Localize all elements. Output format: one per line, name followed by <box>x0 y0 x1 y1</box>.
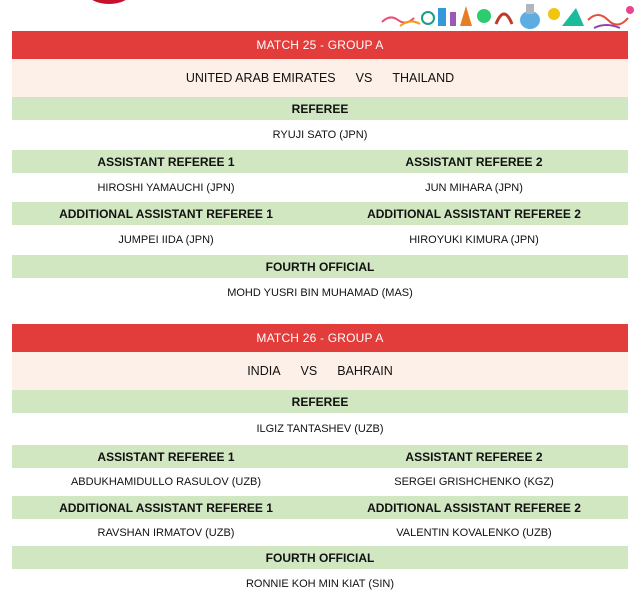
match-block-25 <box>12 31 628 308</box>
tournament-banner-icon <box>380 0 640 34</box>
assistant-referee-2-label: ASSISTANT REFEREE 2 <box>405 449 543 464</box>
referee-name: ILGIZ TANTASHEV (UZB) <box>256 423 384 435</box>
teams-row <box>12 352 628 390</box>
referee-label-row <box>12 97 628 120</box>
additional-assistant-1-name: JUMPEI IIDA (JPN) <box>118 234 214 246</box>
additional-assistant-2-name: HIROYUKI KIMURA (JPN) <box>409 234 539 246</box>
match-header-text: MATCH 25 - GROUP A <box>256 38 384 52</box>
additional-assistant-2-name: VALENTIN KOVALENKO (UZB) <box>396 526 552 539</box>
match-header <box>12 31 628 59</box>
fourth-official-label-row <box>12 546 628 569</box>
referee-name-row <box>12 120 628 150</box>
fourth-official-name-row <box>12 569 628 599</box>
additional-assistant-1-label: ADDITIONAL ASSISTANT REFEREE 1 <box>59 500 273 515</box>
team-away: BAHRAIN <box>337 364 393 378</box>
fourth-official-label: FOURTH OFFICIAL <box>265 550 375 565</box>
teams-row <box>12 59 628 97</box>
match-header <box>12 324 628 352</box>
logo-arc-icon <box>86 0 132 4</box>
additional-labels-row <box>12 496 628 519</box>
referee-label: REFEREE <box>291 101 349 116</box>
assistant-referee-1-label: ASSISTANT REFEREE 1 <box>97 154 235 169</box>
assistant-referee-2-name: JUN MIHARA (JPN) <box>425 181 523 194</box>
assistant-labels-row <box>12 445 628 468</box>
additional-names-row <box>12 519 628 546</box>
top-decoration <box>0 0 640 30</box>
referee-label-row <box>12 390 628 413</box>
match-block-26 <box>12 324 628 599</box>
additional-assistant-2-label: ADDITIONAL ASSISTANT REFEREE 2 <box>367 206 581 221</box>
assistant-names-row <box>12 173 628 202</box>
fourth-official-label: FOURTH OFFICIAL <box>265 259 375 274</box>
referee-label: REFEREE <box>291 394 349 409</box>
assistant-referee-2-name: SERGEI GRISHCHENKO (KGZ) <box>394 476 554 488</box>
assistant-labels-row <box>12 150 628 173</box>
assistant-referee-1-name: HIROSHI YAMAUCHI (JPN) <box>97 181 235 194</box>
referee-name-row <box>12 413 628 445</box>
versus-label: VS <box>300 364 318 378</box>
team-home: INDIA <box>247 364 281 378</box>
additional-labels-row <box>12 202 628 225</box>
fourth-official-name: RONNIE KOH MIN KIAT (SIN) <box>245 578 395 590</box>
assistant-referee-1-label: ASSISTANT REFEREE 1 <box>97 449 235 464</box>
fourth-official-name: MOHD YUSRI BIN MUHAMAD (MAS) <box>227 287 413 299</box>
team-home: UNITED ARAB EMIRATES <box>185 71 336 85</box>
fourth-official-name-row <box>12 278 628 308</box>
fourth-official-label-row <box>12 255 628 278</box>
assistant-names-row <box>12 468 628 496</box>
additional-assistant-1-name: RAVSHAN IRMATOV (UZB) <box>97 526 235 539</box>
assistant-referee-1-name: ABDUKHAMIDULLO RASULOV (UZB) <box>70 476 262 488</box>
referee-name: RYUJI SATO (JPN) <box>272 129 368 141</box>
match-header-text: MATCH 26 - GROUP A <box>256 331 384 345</box>
team-away: THAILAND <box>392 71 455 85</box>
assistant-referee-2-label: ASSISTANT REFEREE 2 <box>405 154 543 169</box>
additional-assistant-1-label: ADDITIONAL ASSISTANT REFEREE 1 <box>59 206 273 221</box>
additional-assistant-2-label: ADDITIONAL ASSISTANT REFEREE 2 <box>367 500 581 515</box>
versus-label: VS <box>355 71 373 85</box>
additional-names-row <box>12 225 628 255</box>
